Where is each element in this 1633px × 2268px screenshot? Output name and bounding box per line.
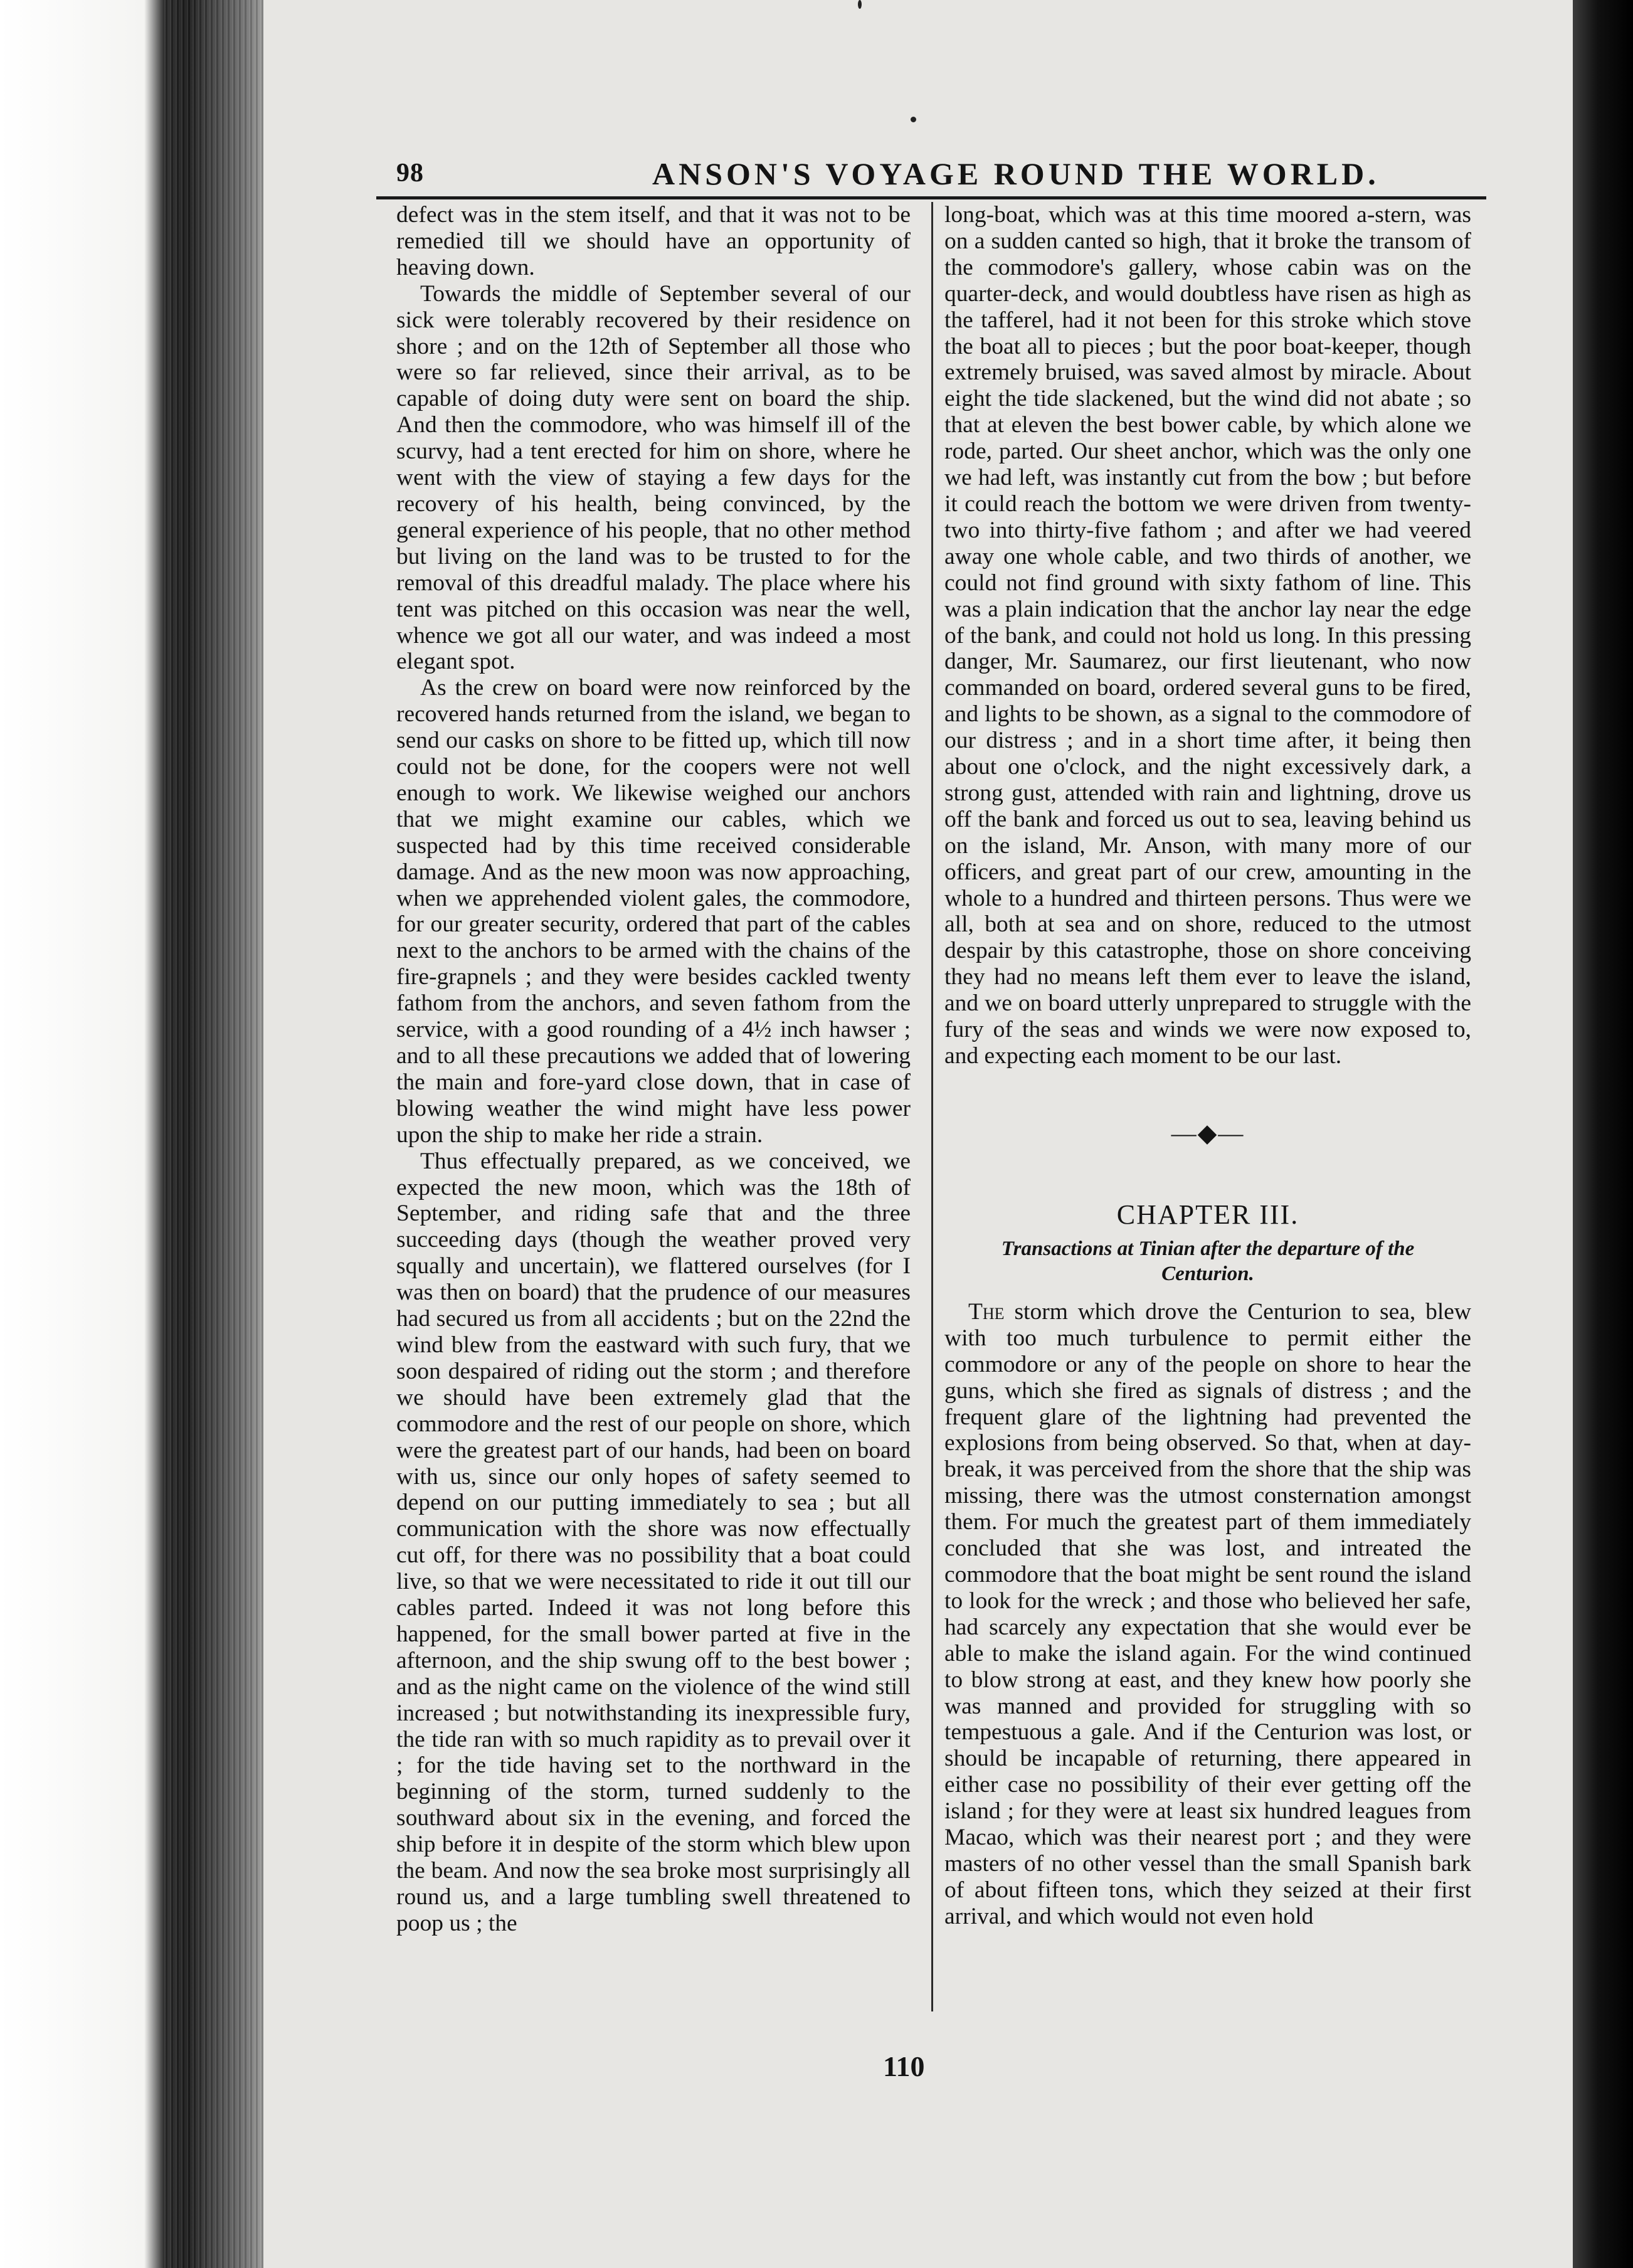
- ink-speck: [858, 0, 862, 9]
- book-spine-edge: [0, 0, 295, 2268]
- running-title: ANSON'S VOYAGE ROUND THE WORLD.: [652, 156, 1380, 191]
- paragraph: Thus effectually prepared, as we conceived, we expected the new moon, which was the 18th of September, and riding safe that and the three succeeding days (though the weather proved very squally and uncertain), we flattered ourselves (for I was then on board) that the prudence of our measures had secured us from all accidents ; but on the 22nd the wind blew from the eastward with such fury, that we soon despaired of riding out the storm ; and therefore we should have been extremely glad that the commodore and the rest of our people on shore, which were the greatest part of our hands, had been on board with us, since our only hopes of safety seemed to depend on our putting immediately to sea ; but all communication with the shore was now effectually cut off, for there was no possibility that a boat could live, so that we were necessitated to ride it out till our cables parted. Indeed it was not long before this happened, for the small bower parted at five in the afternoon, and the ship swung off to the best bower ; and as the night came on the violence of the wind still increased ; but notwithstanding its inexpressible fury, the tide ran with so much rapidity as to prevail over it ; for the tide having set to the northward in the beginning of the storm, turned suddenly to the southward about six in the evening, and forced the ship before it in despite of the storm which blew upon the beam. And now the sea broke most surprisingly all round us, and a large tumbling swell threatened to poop us ; the: [396, 1148, 911, 1936]
- header-rule: [376, 196, 1486, 199]
- ink-speck: [911, 117, 916, 122]
- chapter-title: CHAPTER III.: [1116, 1199, 1299, 1230]
- section-ornament: —◆—: [1171, 1118, 1245, 1147]
- running-head: [376, 146, 1486, 202]
- chapter-paragraph-text: storm which drove the Centurion to sea, blew with too much turbulence to permit either the commodore or any of the people on shore to hear the guns, which she fired as signals of distress ; and the frequent glare of the lightning had prevented the explosions from being observed. So that, when at day-break, it was perceived from the shore that the ship was missing, there was the utmost consternation amongst them. For much the greatest part of them immediately concluded that she was lost, and intreated the commodore that the boat might be sent round the island to look for the wreck ; and those who believed her safe, had scarcely any expectation that she would ever be able to make the island again. For the wind continued to blow strong at east, and they knew how poorly she was manned and provided for struggling with so tempestuous a gale. And if the Centurion was lost, or should be incapable of returning, there appeared in either case no possibility of their ever getting off the island ; for they were at least six hundred leagues from Macao, which was their nearest port ; and they were masters of no other vessel than the small Spanish bark of about fifteen tons, which they seized at their first arrival, and which would not even hold: [944, 1298, 1471, 1929]
- scan-dark-edge: [1573, 0, 1633, 2268]
- folio-number: 110: [883, 2050, 925, 2082]
- chapter-subtitle: Transactions at Tinian after the departure of the Centurion.: [1001, 1237, 1415, 1285]
- paragraph: defect was in the stem itself, and that it was not to be remedied till we should have an opportunity of heaving down.: [396, 202, 911, 280]
- chapter-paragraph: [944, 1299, 1471, 1930]
- paragraph: As the crew on board were now reinforced by the recovered hands returned from the island, we began to send our casks on shore to be fitted up, which till now could not be done, for the coopers were not well enough to work. We likewise weighed our anchors that we might examine our cables, which we suspected had by this time received considerable damage. And as the new moon was now approaching, when we apprehended violent gales, the commodore, for our greater security, ordered that part of the cables next to the anchors to be armed with the chains of the fire-grapnels ; and they were besides cackled twenty fathom from the anchors, and seven fathom from the service, with a good rounding of a 4½ inch hawser ; and to all these precautions we added that of lowering the main and fore-yard close down, that in case of blowing weather the wind might have less power upon the ship to make her ride a strain.: [396, 675, 911, 1148]
- left-column: [396, 202, 911, 1937]
- paragraph: Towards the middle of September several of our sick were tolerably recovered by their residence on shore ; and on the 12th of September all those who were so far relieved, since their arrival, as to be capable of doing duty were sent on board the ship. And then the commodore, who was himself ill of the scurvy, had a tent erected for him on shore, where he went with the view of staying a few days for the recovery of his health, being convinced, by the general experience of his people, that no other method but living on the land was to be trusted to for the removal of this dreadful malady. The place where his tent was pitched on this occasion was near the well, whence we got all our water, and was indeed a most elegant spot.: [396, 280, 911, 675]
- paragraph: long-boat, which was at this time moored a-stern, was on a sudden canted so high, that it broke the transom of the commodore's gallery, whose cabin was on the quarter-deck, and would doubtless have risen as high as the tafferel, had it not been for this stroke which stove the boat all to pieces ; but the poor boat-keeper, though extremely bruised, was saved almost by miracle. About eight the tide slackened, but the wind did not abate ; so that at eleven the best bower cable, by which alone we rode, parted. Our sheet anchor, which was the only one we had left, was instantly cut from the bow ; but before it could reach the bottom we were driven from twenty-two into thirty-five fathom ; and after we had veered away one whole cable, and two thirds of another, we could not find ground with sixty fathom of line. This was a plain indication that the anchor lay near the edge of the bank, and could not hold us long. In this pressing danger, Mr. Saumarez, our first lieutenant, who now commanded on board, ordered several guns to be fired, and lights to be shown, as a signal to the commodore of our distress ; and in a short time after, it being then about one o'clock, and the night excessively dark, a strong gust, attended with rain and lightning, drove us off the bank and forced us out to sea, leaving behind us on the island, Mr. Anson, with many more of our officers, and great part of our crew, amounting in the whole to a hundred and thirteen persons. Thus were we all, both at sea and on shore, reduced to the utmost despair by this catastrophe, those on shore conceiving they had no means left them ever to leave the island, and we on board utterly unprepared to struggle with the fury of the seas and winds we were now exposed to, and expecting each moment to be our last.: [944, 202, 1471, 1069]
- column-divider: [931, 202, 933, 2011]
- chapter-first-word: The: [968, 1298, 1005, 1325]
- page-number: 98: [396, 159, 424, 188]
- right-column: [944, 202, 1471, 1930]
